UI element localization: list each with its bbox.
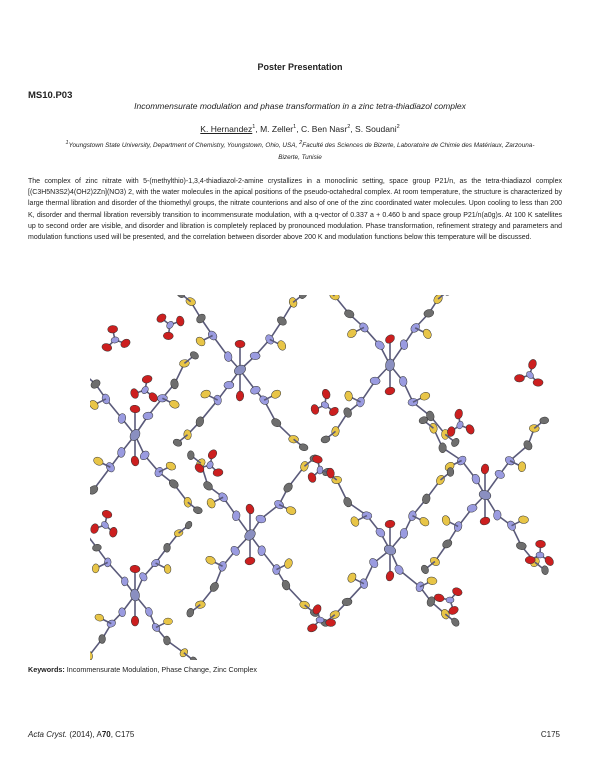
keywords-list: Incommensurate Modulation, Phase Change, Zinc Complex bbox=[64, 665, 257, 674]
atom bbox=[346, 327, 358, 339]
atom bbox=[187, 451, 194, 460]
atom bbox=[326, 619, 336, 627]
journal-citation bbox=[28, 730, 134, 739]
section-title: Poster Presentation bbox=[257, 62, 343, 72]
atom bbox=[446, 597, 454, 603]
atom bbox=[200, 389, 212, 400]
author-list bbox=[0, 124, 600, 134]
atom bbox=[163, 543, 170, 552]
atom bbox=[217, 491, 229, 503]
atom bbox=[141, 374, 153, 384]
atom bbox=[541, 565, 549, 575]
atom bbox=[288, 296, 298, 308]
atom bbox=[533, 379, 543, 387]
atom bbox=[494, 469, 506, 480]
atom bbox=[426, 576, 437, 585]
atom bbox=[109, 527, 118, 538]
atom bbox=[316, 617, 324, 623]
atom bbox=[206, 448, 218, 460]
atom bbox=[342, 496, 353, 508]
author-affil-sup: 1 bbox=[293, 124, 297, 131]
atom bbox=[443, 295, 453, 297]
journal-pages: , C175 bbox=[110, 730, 135, 739]
atom bbox=[317, 466, 324, 474]
atom bbox=[283, 558, 293, 570]
author-name: C. Ben Nasr bbox=[300, 124, 348, 134]
author-separator: , bbox=[296, 124, 301, 134]
atom bbox=[194, 335, 206, 347]
atom bbox=[368, 557, 380, 569]
atom bbox=[92, 456, 104, 467]
atom bbox=[480, 463, 489, 474]
atom bbox=[245, 503, 256, 515]
atom bbox=[142, 411, 153, 420]
author-affil-sup: 2 bbox=[396, 124, 400, 131]
keywords bbox=[28, 665, 257, 674]
atom bbox=[518, 516, 529, 524]
atom bbox=[527, 358, 538, 370]
atom bbox=[195, 312, 207, 324]
atom bbox=[536, 552, 544, 559]
atom bbox=[99, 634, 106, 643]
atom bbox=[90, 484, 100, 496]
atom bbox=[525, 556, 535, 564]
atom bbox=[464, 423, 475, 435]
atom bbox=[321, 388, 332, 400]
atom bbox=[420, 564, 430, 575]
atom bbox=[101, 509, 113, 520]
atom bbox=[310, 404, 320, 416]
affil-sup-1: 1 bbox=[65, 140, 69, 146]
atom bbox=[276, 339, 287, 351]
atom bbox=[129, 405, 140, 414]
atom bbox=[204, 555, 216, 566]
affiliation-1: Youngstown State University, Department of Chemistry, Youngstown, Ohio, USA, bbox=[68, 142, 300, 150]
atom bbox=[479, 516, 491, 526]
author-name: M. Zeller bbox=[260, 124, 294, 134]
atom bbox=[285, 505, 297, 516]
atom bbox=[92, 544, 102, 552]
atom bbox=[164, 618, 173, 625]
atom bbox=[110, 336, 119, 344]
atom bbox=[168, 399, 180, 410]
atom bbox=[518, 461, 526, 472]
atom bbox=[385, 570, 395, 582]
atom bbox=[235, 340, 245, 348]
atom bbox=[384, 386, 396, 396]
atom bbox=[130, 455, 140, 467]
atom bbox=[90, 399, 100, 411]
author-name: S. Soudani bbox=[355, 124, 397, 134]
affil-sup-2: 2 bbox=[299, 140, 303, 146]
atom bbox=[516, 541, 527, 550]
journal-year: (2014), A bbox=[67, 730, 102, 739]
atom bbox=[94, 613, 105, 622]
atom bbox=[107, 325, 118, 334]
affiliation-2: Faculté des Sciences de Bizerte, Laboratoire de Chimie des Matériaux, Zarzouna-Bizerte, Tunisie bbox=[278, 142, 535, 162]
page-number: C175 bbox=[540, 730, 560, 739]
atom bbox=[419, 391, 431, 402]
atom bbox=[119, 337, 131, 349]
atom bbox=[129, 388, 139, 400]
atom bbox=[163, 332, 173, 340]
atom bbox=[514, 374, 524, 382]
atom bbox=[165, 461, 177, 472]
abstract-id: MS10.P03 bbox=[28, 90, 73, 101]
affiliations bbox=[55, 137, 545, 164]
atom bbox=[92, 564, 100, 574]
atom bbox=[244, 556, 256, 566]
atom bbox=[456, 420, 465, 430]
atom bbox=[236, 391, 245, 402]
author-separator: , bbox=[350, 124, 356, 134]
atom bbox=[131, 616, 139, 626]
atom bbox=[418, 516, 430, 528]
keywords-label: Keywords: bbox=[28, 665, 65, 674]
atom bbox=[130, 565, 141, 573]
atom bbox=[422, 328, 433, 340]
author-affil-sup: 1 bbox=[252, 124, 256, 131]
author-affil-sup: 2 bbox=[347, 124, 351, 131]
author-separator: , bbox=[255, 124, 261, 134]
atom bbox=[439, 443, 447, 453]
atom bbox=[346, 571, 358, 583]
crystal-structure-figure bbox=[90, 295, 560, 660]
atom bbox=[441, 515, 451, 527]
atom bbox=[342, 407, 353, 419]
atom bbox=[543, 555, 555, 567]
atom bbox=[349, 515, 360, 527]
atom bbox=[276, 315, 288, 327]
atom bbox=[344, 390, 353, 401]
atom bbox=[175, 315, 185, 326]
atom bbox=[400, 528, 408, 538]
atom bbox=[493, 510, 501, 520]
atom bbox=[121, 577, 128, 586]
atom bbox=[328, 405, 340, 417]
atom bbox=[447, 467, 454, 476]
atom bbox=[454, 408, 464, 420]
atom bbox=[224, 381, 234, 389]
atom bbox=[384, 520, 395, 529]
atom bbox=[205, 497, 216, 509]
atom bbox=[384, 333, 396, 345]
atom bbox=[441, 538, 453, 550]
abstract-title: Incommensurate modulation and phase transformation in a zinc tetra-thiadiazol complex bbox=[134, 101, 466, 111]
atom bbox=[164, 564, 172, 574]
atom bbox=[535, 540, 545, 548]
atom bbox=[186, 607, 195, 618]
journal-name: Acta Cryst. bbox=[28, 730, 68, 739]
author-name: K. Hernandez bbox=[200, 124, 253, 134]
atom bbox=[270, 388, 282, 400]
atom bbox=[90, 523, 100, 535]
journal-volume: 70 bbox=[101, 730, 111, 739]
abstract-body: The complex of zinc nitrate with 5-(methylthio)-1,3,4-thiadiazol-2-amine crystallizes in a monoclinic setting, space group P21/n, as the tetra-thiadiazol complex [(C3H5N3S2)4(OH2)2Zn](NO3) 2, with the water molecules in the apical positions of the pseudo-octahedral complex. At room temperature, the structure is characterized by large thermal libration and disorder of the thiomethyl groups, the nitrate counterions and also of one of the zinc coordinated water molecules. Upon cooling to less than 200 K, disorder and thermal libration reversibly transition to incommensurate modulation, with a q-vector of 0.337 a + 0.460 b and space group P21/n(a0g)s. At 100 K satellites up to second order are visible, and disorder and libration is completely replaced by pronounced modulation. Phase transformation, refinement strategy and parameters and modulation functions used will be presented, and the correlation between disorder above 200 K and modulation functions below this temperature will be discussed. bbox=[28, 178, 562, 242]
